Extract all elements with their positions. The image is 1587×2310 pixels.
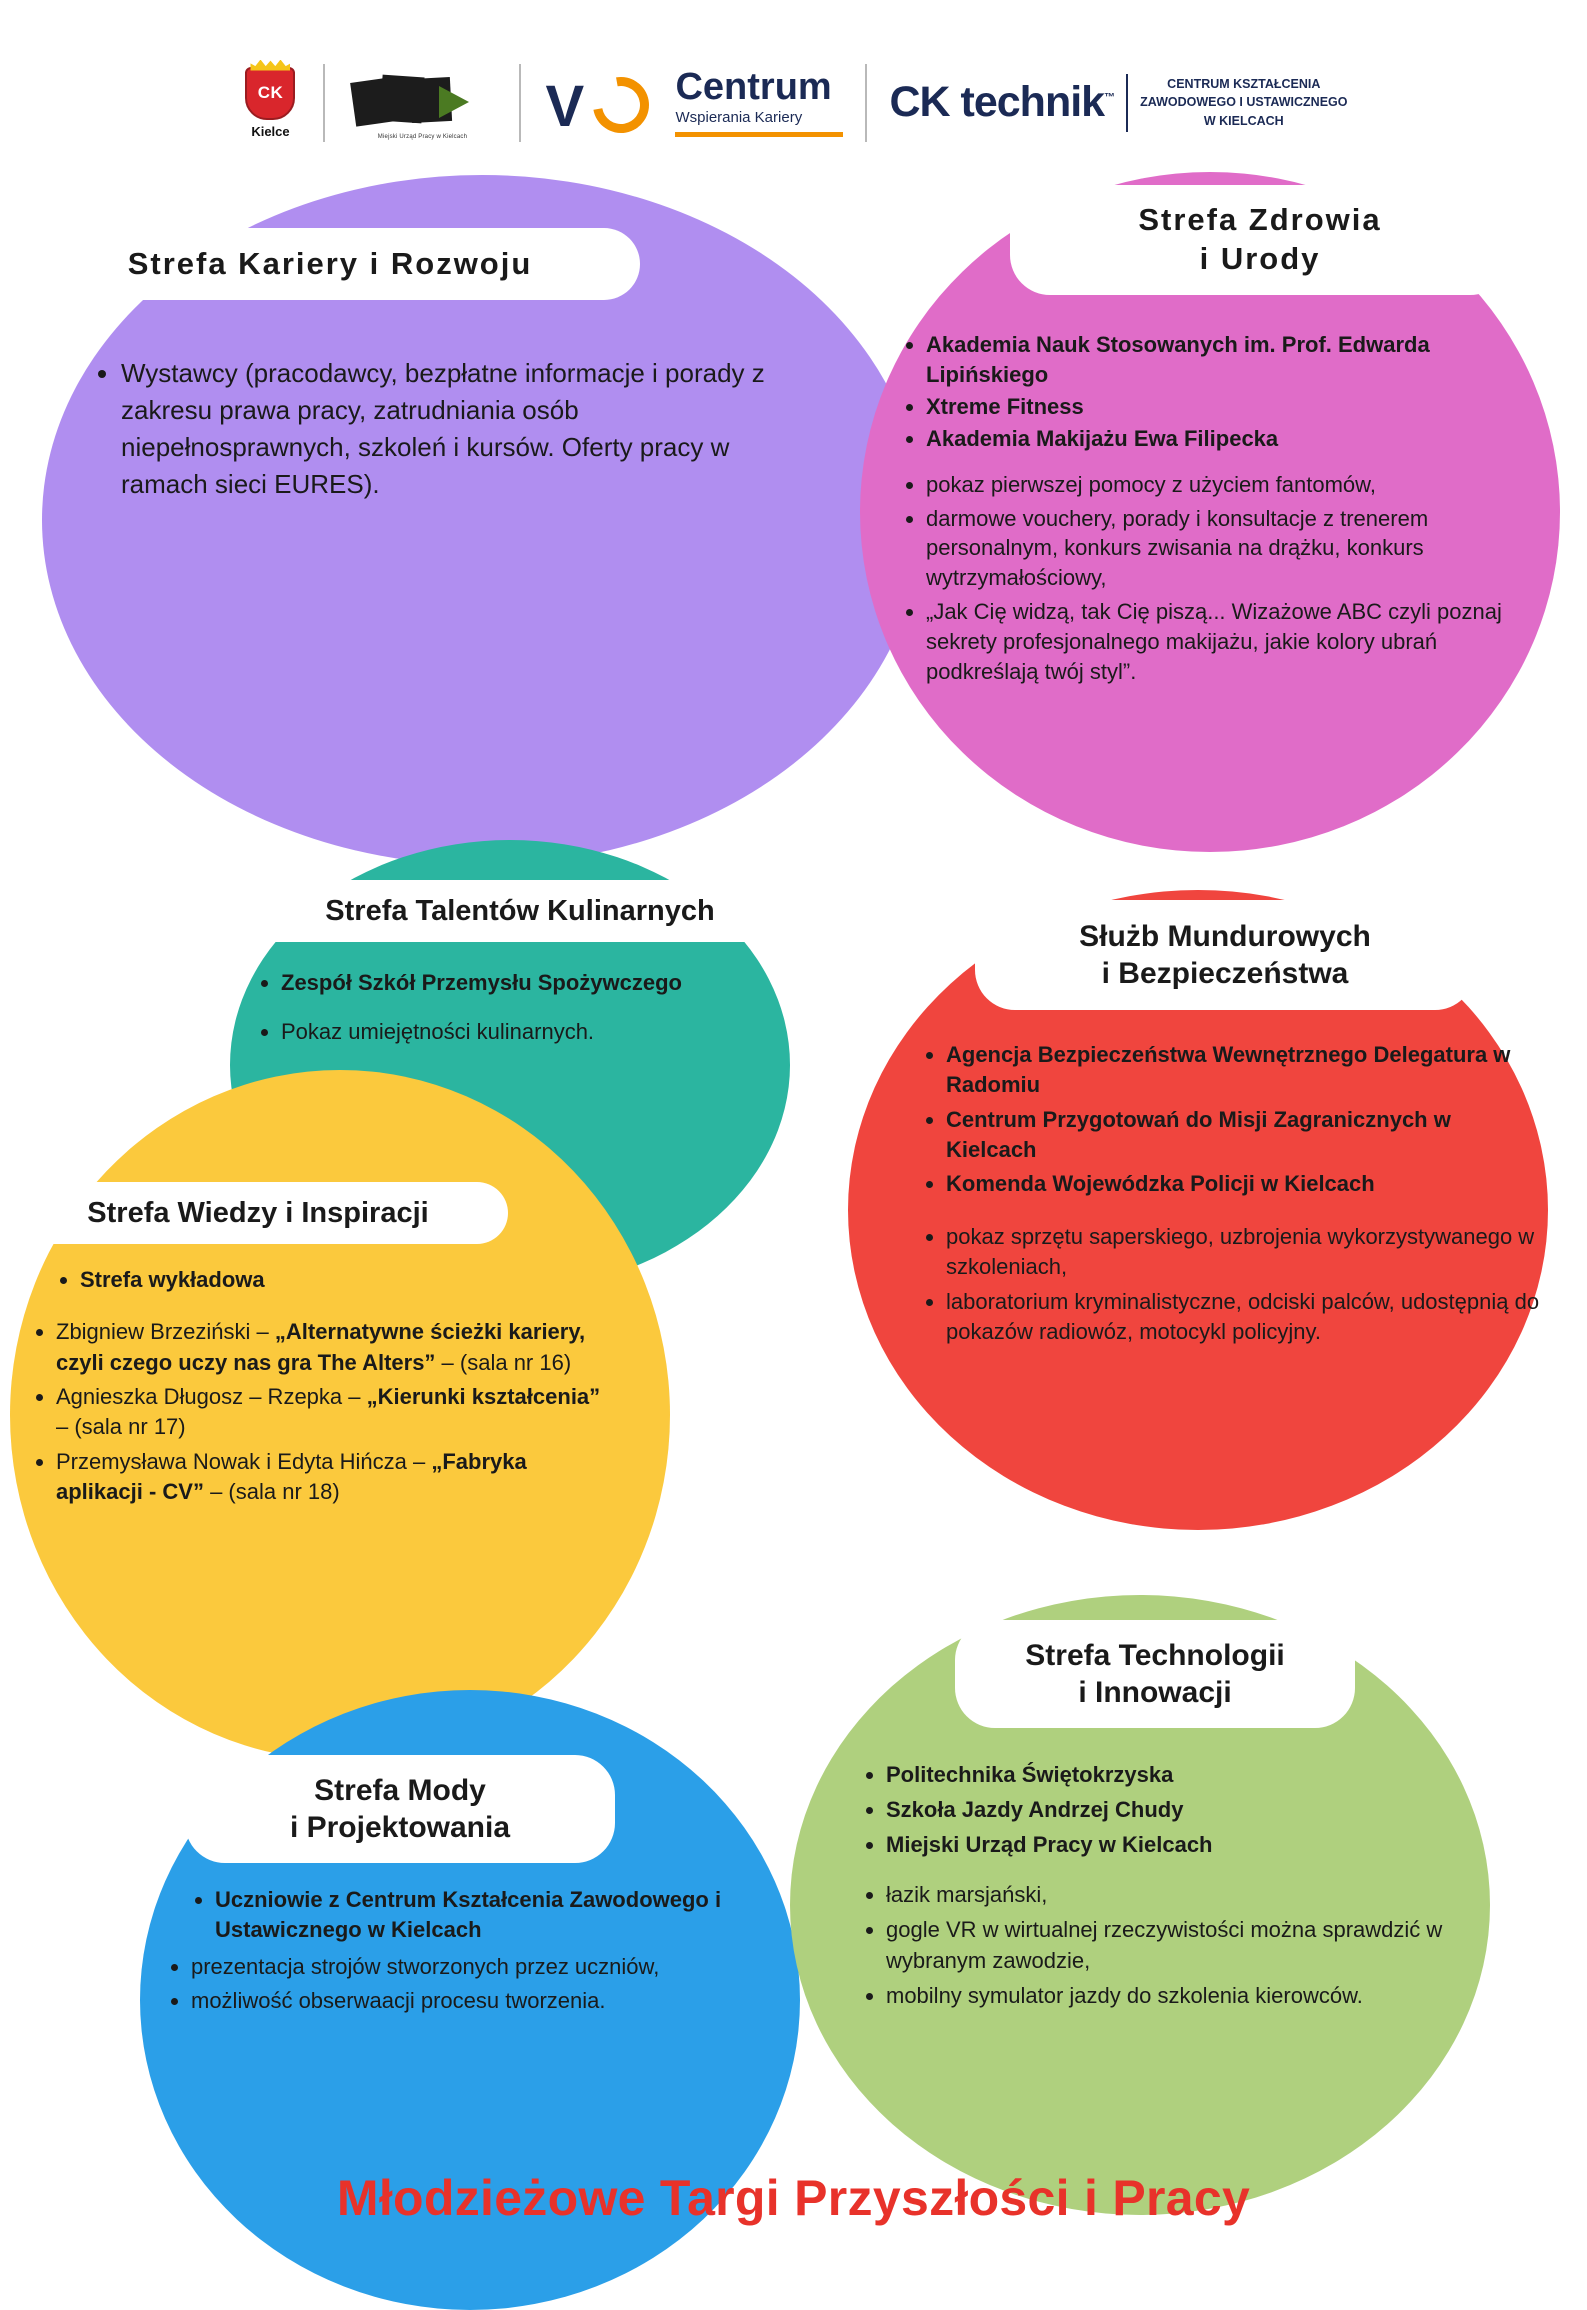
zone-title-mundurowe: Służb Mundurowych i Bezpieczeństwa <box>975 900 1475 1010</box>
zone-content-technologia <box>860 1760 1480 2016</box>
zone-content-kulinarne <box>255 968 815 1052</box>
divider <box>323 64 325 142</box>
zone-title-kariera: Strefa Kariery i Rozwoju <box>20 228 640 300</box>
trademark-icon: ™ <box>1104 91 1115 104</box>
list-item: • możliwość obserwaacji procesu tworzenia. <box>191 1986 775 2016</box>
list-item: • Akademia Makijażu Ewa Filipecka <box>926 424 1530 454</box>
list-item: • Komenda Wojewódzka Policji w Kielcach <box>946 1169 1540 1199</box>
zone-content-zdrowie <box>900 330 1530 691</box>
cwk-mark-icon <box>543 67 661 139</box>
cwk-accent-bar <box>675 132 843 137</box>
ckt-wordmark: CK technik™ <box>889 78 1115 126</box>
kielce-crest-icon <box>239 67 301 139</box>
list-item: • laboratorium kryminalistyczne, odciski palców, udostępnią do pokazów radiowóz, motocykl policyjny. <box>946 1287 1540 1348</box>
divider <box>519 64 521 142</box>
list-item: • mobilny symulator jazdy do szkolenia kierowców. <box>886 1981 1480 2012</box>
list-item: • „Jak Cię widzą, tak Cię piszą... Wizażowe ABC czyli poznaj sekrety profesjonalnego makijażu, jakie kolory ubrań podkreślają twój styl”. <box>926 597 1530 687</box>
crest-initials: CK <box>257 83 284 102</box>
list-item: • Politechnika Świętokrzyska <box>886 1760 1480 1791</box>
list-item: • Strefa wykładowa <box>80 1265 610 1295</box>
zone-title-technologia: Strefa Technologii i Innowacji <box>955 1620 1355 1728</box>
logo-kielce <box>239 67 301 139</box>
list-item: • Szkoła Jazdy Andrzej Chudy <box>886 1795 1480 1826</box>
list-item: • prezentacja strojów stworzonych przez uczniów, <box>191 1952 775 1982</box>
mup-caption: Miejski Urząd Pracy w Kielcach <box>377 133 468 140</box>
ckt-subtitle: CENTRUM KSZTAŁCENIA ZAWODOWEGO I USTAWICZNEGO W KIELCACH <box>1140 77 1348 128</box>
zone-content-mundurowe <box>920 1040 1540 1351</box>
poster-footer-title: Młodzieżowe Targi Przyszłości i Pracy <box>336 2170 1251 2226</box>
zone-title-zdrowie: Strefa Zdrowia i Urody <box>1010 185 1510 295</box>
cwk-orange-ring-icon <box>582 66 660 144</box>
zone-title-moda: Strefa Mody i Projektowania <box>185 1755 615 1863</box>
crest-city-label: Kielce <box>251 123 290 139</box>
header-logos <box>0 45 1587 160</box>
list-item: • Pokaz umiejętności kulinarnych. <box>281 1017 815 1048</box>
logo-ck-technik <box>889 74 1347 132</box>
list-item: • Akademia Nauk Stosowanych im. Prof. Edwarda Lipińskiego <box>926 330 1530 390</box>
list-item: • Centrum Przygotowań do Misji Zagranicznych w Kielcach <box>946 1105 1540 1166</box>
list-item: • Wystawcy (pracodawcy, bezpłatne informacje i porady z zakresu prawa pracy, zatrudniania osób niepełnosprawnych, szkoleń i kursów. Oferty pracy w ramach sieci EURES). <box>121 355 765 503</box>
cwk-letter-v: V <box>545 73 581 139</box>
list-item: • Zbigniew Brzeziński – „Alternatywne ścieżki kariery, czyli czego uczy nas gra The Alters” – (sala nr 16) <box>56 1317 610 1378</box>
list-item: • Xtreme Fitness <box>926 392 1530 422</box>
zone-content-kariera <box>95 355 765 507</box>
list-item: • pokaz pierwszej pomocy z użyciem fantomów, <box>926 470 1530 500</box>
logo-centrum-wspierania-kariery <box>543 67 843 139</box>
cwk-title: Centrum <box>675 66 832 108</box>
list-item: • Przemysława Nowak i Edyta Hińcza – „Fabryka aplikacji - CV” – (sala nr 18) <box>56 1447 610 1508</box>
zone-title-kulinarne: Strefa Talentów Kulinarnych <box>215 880 825 942</box>
logo-mup <box>347 66 497 140</box>
list-item: • łazik marsjański, <box>886 1880 1480 1911</box>
list-item: • Agnieszka Długosz – Rzepka – „Kierunki kształcenia” – (sala nr 17) <box>56 1382 610 1443</box>
list-item: • Zespół Szkół Przemysłu Spożywczego <box>281 968 815 999</box>
list-item: • darmowe vouchery, porady i konsultacje z trenerem personalnym, konkurs zwisania na drążku, konkurs wytrzymałościowy, <box>926 504 1530 594</box>
zone-content-moda <box>165 1885 775 2020</box>
cwk-subtitle: Wspierania Kariery <box>675 109 803 126</box>
zone-title-wiedza: Strefa Wiedzy i Inspiracji <box>8 1182 508 1244</box>
list-item: • pokaz sprzętu saperskiego, uzbrojenia wykorzystywanego w szkoleniach, <box>946 1222 1540 1283</box>
mup-logo-icon <box>347 66 497 140</box>
zone-content-wiedza <box>30 1265 610 1512</box>
list-item: • gogle VR w wirtualnej rzeczywistości można sprawdzić w wybranym zawodzie, <box>886 1915 1480 1977</box>
divider <box>1126 74 1128 132</box>
divider <box>865 64 867 142</box>
list-item: • Uczniowie z Centrum Kształcenia Zawodowego i Ustawicznego w Kielcach <box>215 1885 775 1946</box>
list-item: • Miejski Urząd Pracy w Kielcach <box>886 1830 1480 1861</box>
list-item: • Agencja Bezpieczeństwa Wewnętrznego Delegatura w Radomiu <box>946 1040 1540 1101</box>
